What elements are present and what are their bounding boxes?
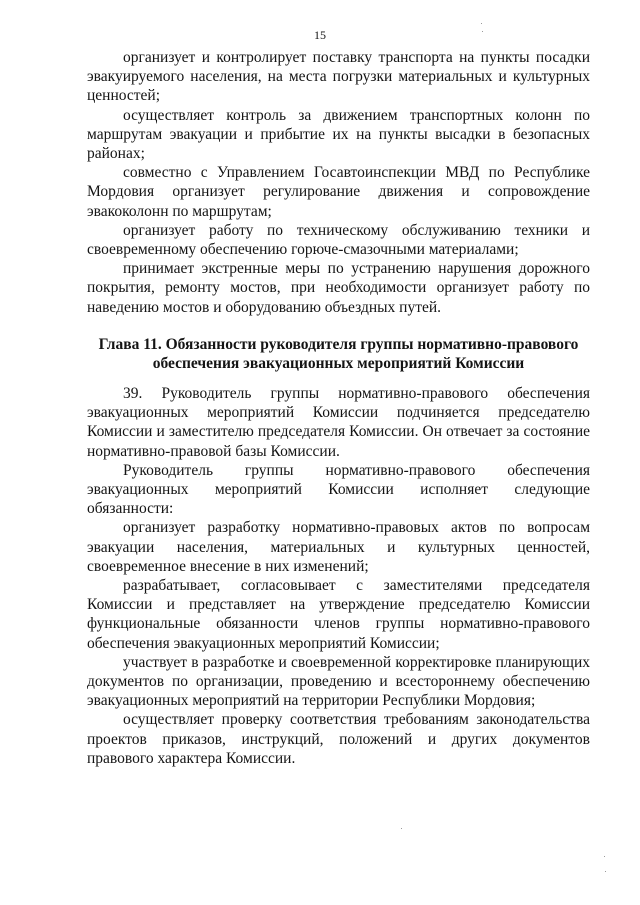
paragraph-legal-review: осуществляет проверку соответствия требованиям законодательства проектов приказов, инструкций, положений и других документов правового характера Комиссии. — [87, 711, 590, 767]
paragraph-legal-acts: организует разработку нормативно-правовых актов по вопросам эвакуации населения, материальных и культурных ценностей, своевременное внесение в них изменений; — [87, 519, 590, 575]
paragraph-road-repair: принимает экстренные меры по устранению нарушения дорожного покрытия, ремонту мостов, при необходимости организует работу по наведению мостов и оборудованию объездных путей. — [87, 260, 590, 316]
paragraph-duties-intro: Руководитель группы нормативно-правового обеспечения эвакуационных мероприятий Комиссии исполняет следующие обязанности: — [87, 461, 590, 518]
chapter-section — [87, 384, 590, 768]
page-number: 15 — [314, 28, 326, 42]
paragraph-transport-supply: организует и контролирует поставку транспорта на пункты посадки эвакуируемого населения, на места погрузки материальных и культурных ценностей; — [87, 49, 590, 105]
paragraph-column-control: осуществляет контроль за движением транспортных колонн по маршрутам эвакуации и прибытие их на пункты высадки в безопасных районах; — [87, 106, 590, 163]
paragraph-functional-duties: разрабатывает, согласовывает с заместителями председателя Комиссии и представляет на утверждение председателю Комиссии функциональные обязанности членов группы нормативно-правового обеспечения эвакуационных мероприятий Комиссии; — [87, 577, 590, 652]
paragraph-39-subordination: 39. Руководитель группы нормативно-правового обеспечения эвакуационных мероприятий Комиссии подчиняется председателю Комиссии и заместителю председателя Комиссии. Он отвечает за состояние нормативно-правовой базы Комиссии. — [87, 385, 590, 460]
paragraph-planning-documents: участвует в разработке и своевременной корректировке планирующих документов по организации, проведению и всестороннему обеспечению эвакуационных мероприятий на территории Республики Мордовия; — [87, 653, 590, 710]
paragraph-traffic-regulation: совместно с Управлением Госавтоинспекции МВД по Республике Мордовия организует регулирование движения и сопровождение эвакоколонн по маршрутам; — [87, 164, 590, 220]
intro-section — [87, 48, 590, 317]
chapter-title: Глава 11. Обязанности руководителя группы нормативно-правового обеспечения эвакуационных мероприятий Комиссии — [98, 336, 579, 372]
paragraph-maintenance: организует работу по техническому обслуживанию техники и своевременному обеспечению горюче-смазочными материалами; — [87, 221, 590, 259]
